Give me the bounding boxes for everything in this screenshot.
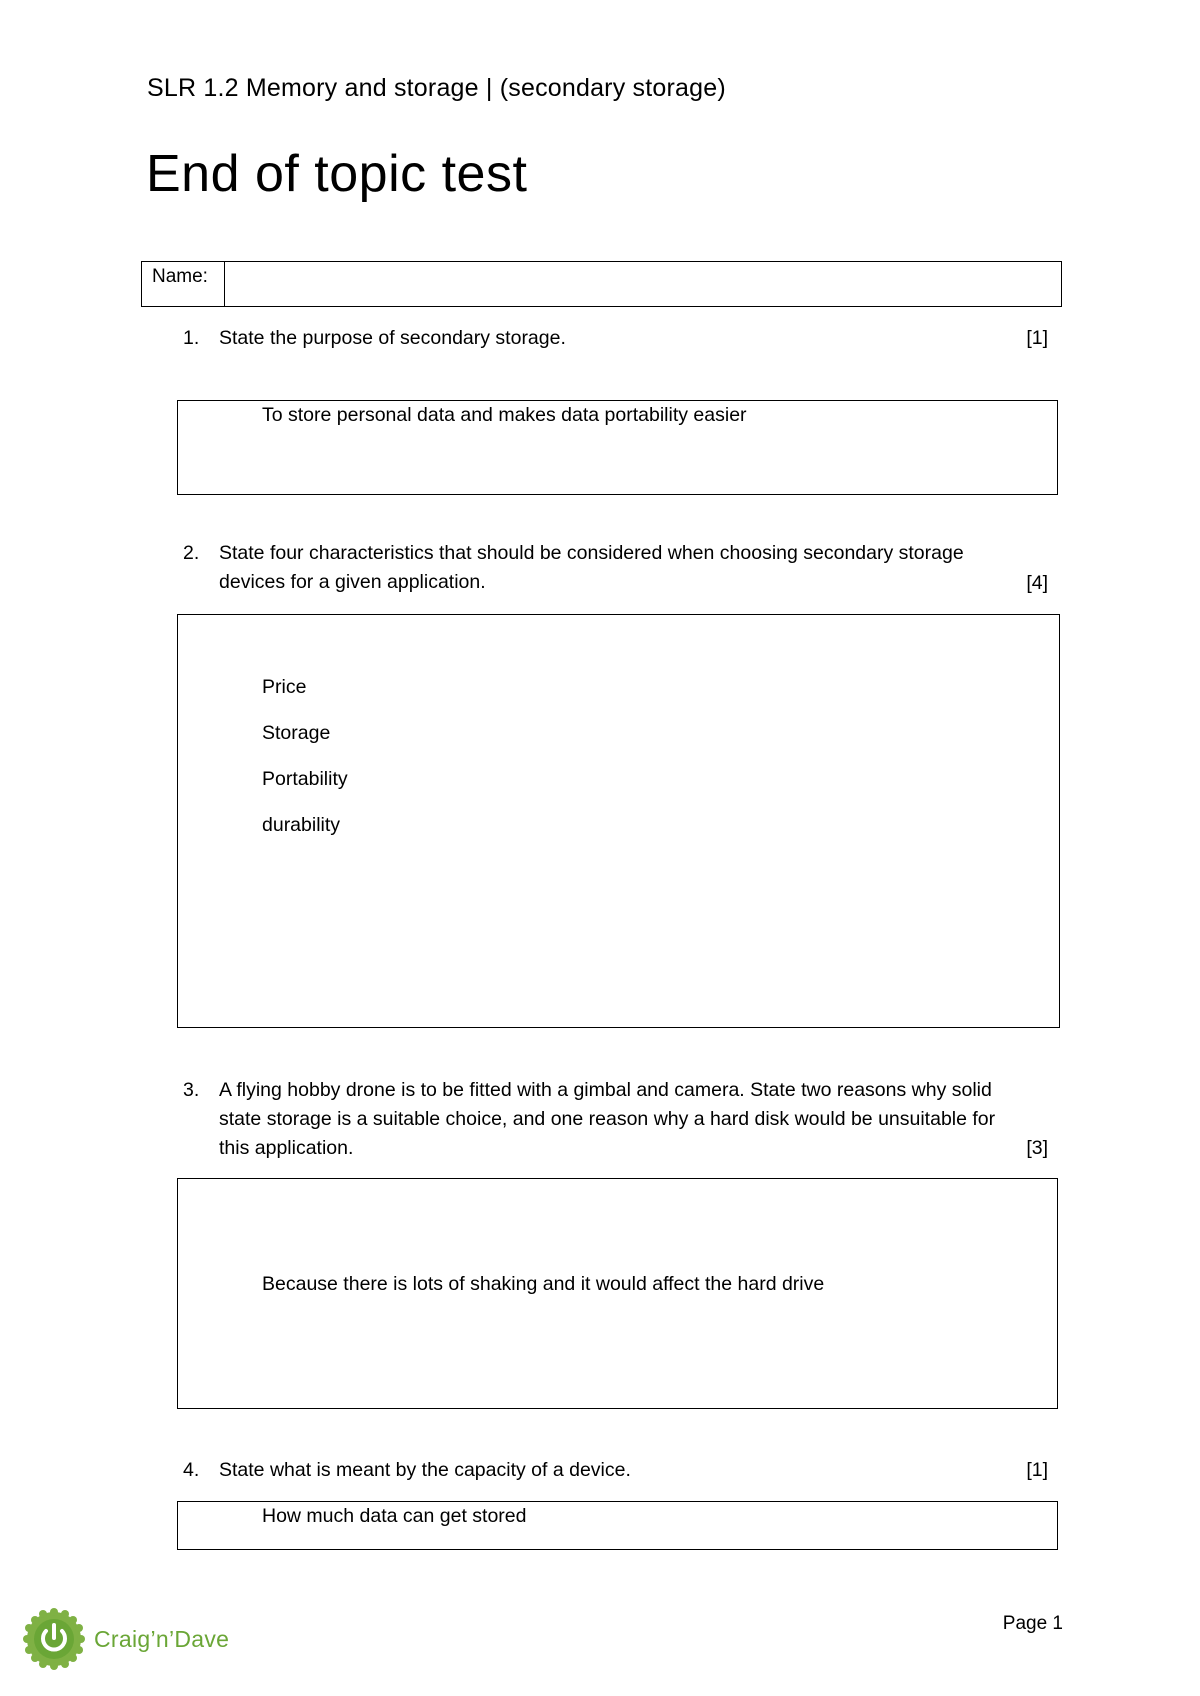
- logo-text: Craig’n’Dave: [94, 1625, 230, 1652]
- question-4-number: 4.: [183, 1459, 200, 1481]
- question-1-marks: [1]: [1026, 327, 1048, 349]
- list-item: Portability: [262, 768, 348, 790]
- list-item: Storage: [262, 722, 331, 744]
- question-1-number: 1.: [183, 327, 200, 349]
- answer-2-list: [262, 673, 348, 857]
- question-3-marks: [3]: [1026, 1137, 1048, 1159]
- page-number: Page 1: [1002, 1613, 1063, 1634]
- question-3-number: 3.: [183, 1079, 200, 1101]
- answer-box-4[interactable]: [177, 1501, 1058, 1550]
- question-2-marks: [4]: [1026, 572, 1048, 594]
- answer-box-1[interactable]: [177, 400, 1058, 495]
- document-header: SLR 1.2 Memory and storage | (secondary storage): [147, 74, 726, 102]
- question-4-marks: [1]: [1026, 1459, 1048, 1481]
- question-2-text: State four characteristics that should be considered when choosing secondary storage devices for a given application.: [219, 542, 964, 593]
- name-label: Name:: [142, 262, 225, 306]
- list-item: durability: [262, 814, 341, 836]
- question-4-text: State what is meant by the capacity of a device.: [219, 1459, 631, 1481]
- name-field[interactable]: [225, 262, 1061, 306]
- list-item: Price: [262, 676, 307, 698]
- answer-3-text: Because there is lots of shaking and it would affect the hard drive: [262, 1273, 825, 1295]
- question-3-text: A flying hobby drone is to be fitted with a gimbal and camera. State two reasons why solid state storage is a suitable choice, and one reason why a hard disk would be unsuitable for this application.: [219, 1079, 996, 1159]
- answer-4-text: How much data can get stored: [262, 1505, 527, 1527]
- question-1-text: State the purpose of secondary storage.: [219, 327, 566, 349]
- power-icon: [22, 1607, 86, 1671]
- answer-1-text: To store personal data and makes data portability easier: [262, 404, 747, 426]
- answer-box-3[interactable]: [177, 1178, 1058, 1409]
- answer-box-2[interactable]: [177, 614, 1060, 1028]
- page-title: End of topic test: [146, 145, 528, 203]
- name-table: [141, 261, 1062, 307]
- question-2-number: 2.: [183, 542, 200, 564]
- logo: [22, 1607, 229, 1671]
